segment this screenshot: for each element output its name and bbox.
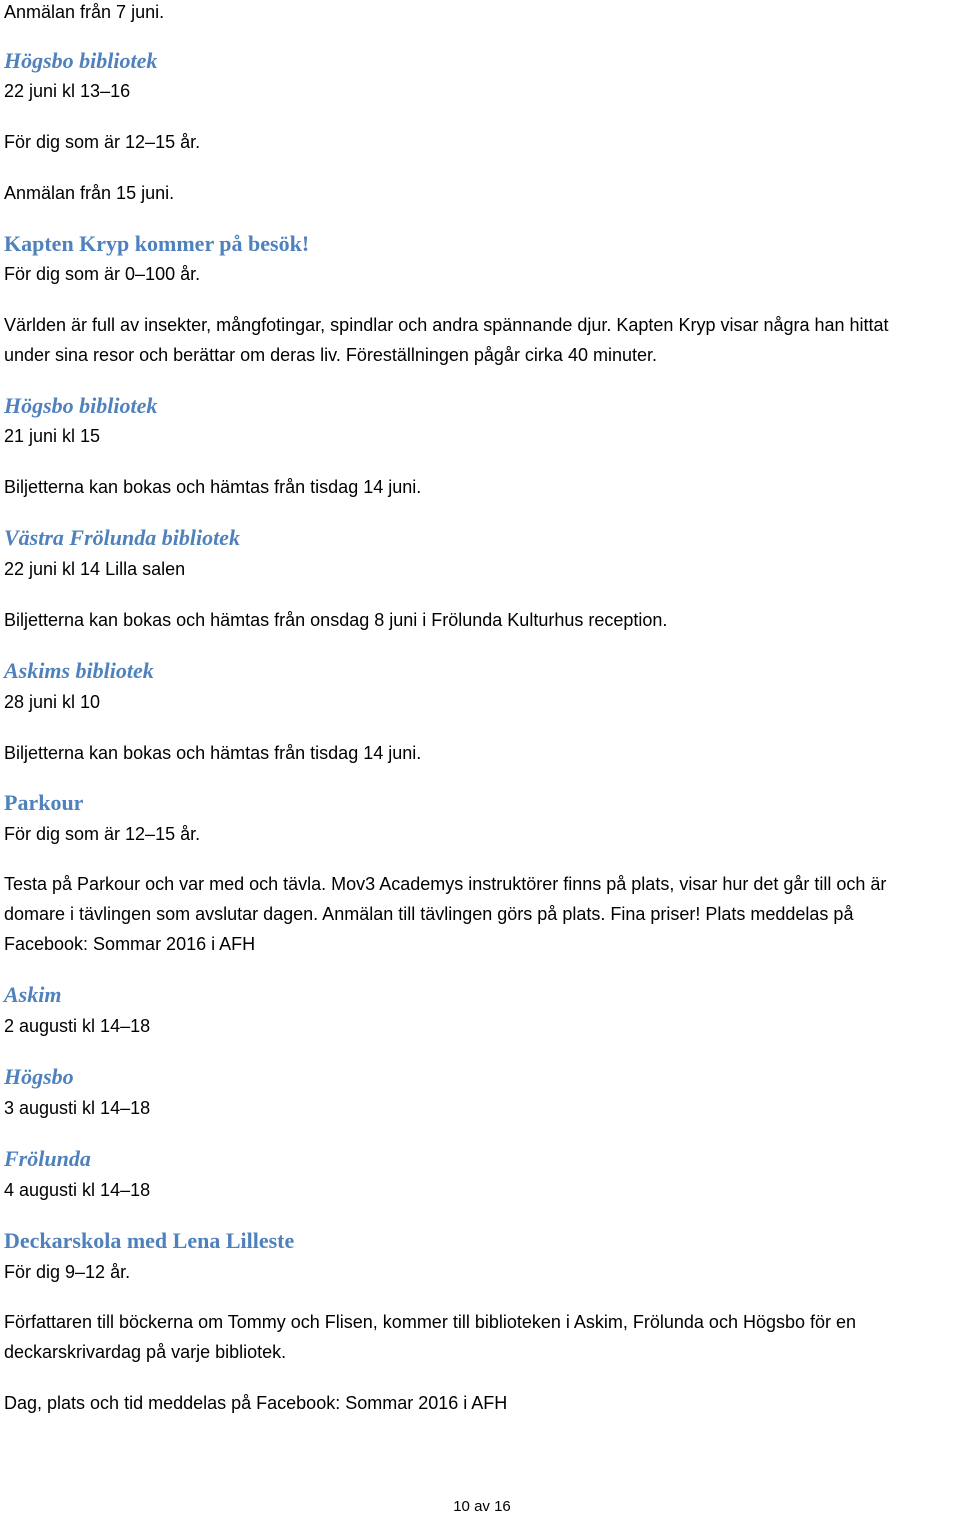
text-line: För dig som är 12–15 år. [4,132,201,152]
text-line: Testa på Parkour och var med och tävla. Mov3 Academys instruktörer finns på plats, visar hur det går till och är [4,874,887,894]
text-line: 3 augusti kl 14–18 [4,1098,151,1118]
text-line: Dag, plats och tid meddelas på Facebook: Sommar 2016 i AFH [4,1393,508,1413]
text-line: 2 augusti kl 14–18 [4,1016,151,1036]
text-line: under sina resor och berättar om deras liv. Föreställningen pågår cirka 40 minuter. [4,345,657,365]
text-line: Biljetterna kan bokas och hämtas från tisdag 14 juni. [4,743,422,763]
section-heading: Västra Frölunda bibliotek [4,525,240,550]
text-line: domare i tävlingen som avslutar dagen. Anmälan till tävlingen görs på plats. Fina priser! Plats meddelas på [4,904,854,924]
text-line: 28 juni kl 10 [4,692,101,712]
text-line: Biljetterna kan bokas och hämtas från tisdag 14 juni. [4,477,422,497]
section-heading: Askim [4,982,62,1007]
section-heading: Högsbo [4,1064,74,1089]
text-line: 21 juni kl 15 [4,426,101,446]
text-line: För dig som är 0–100 år. [4,264,201,284]
text-line: 4 augusti kl 14–18 [4,1180,151,1200]
text-line: 22 juni kl 13–16 [4,81,131,101]
page-number: 10 av 16 [453,1498,511,1515]
section-heading: Frölunda [4,1146,91,1171]
event-heading: Deckarskola med Lena Lilleste [4,1228,295,1253]
text-line: Anmälan från 15 juni. [4,183,175,203]
event-heading: Parkour [4,790,84,815]
section-heading: Högsbo bibliotek [4,48,158,73]
text-line: Världen är full av insekter, mångfotingar, spindlar och andra spännande djur. Kapten Kryp visar några han hittat [4,315,889,335]
text-line: Författaren till böckerna om Tommy och Flisen, kommer till biblioteken i Askim, Frölunda och Högsbo för en [4,1312,857,1332]
text-line: 22 juni kl 14 Lilla salen [4,559,186,579]
section-heading: Högsbo bibliotek [4,393,158,418]
text-line: Biljetterna kan bokas och hämtas från onsdag 8 juni i Frölunda Kulturhus reception. [4,610,668,630]
text-line: deckarskrivardag på varje bibliotek. [4,1342,287,1362]
text-line: Anmälan från 7 juni. [4,2,165,22]
event-heading: Kapten Kryp kommer på besök! [4,231,310,256]
text-line: Facebook: Sommar 2016 i AFH [4,934,256,954]
text-line: För dig 9–12 år. [4,1262,131,1282]
text-line: För dig som är 12–15 år. [4,824,201,844]
section-heading: Askims bibliotek [4,658,154,683]
